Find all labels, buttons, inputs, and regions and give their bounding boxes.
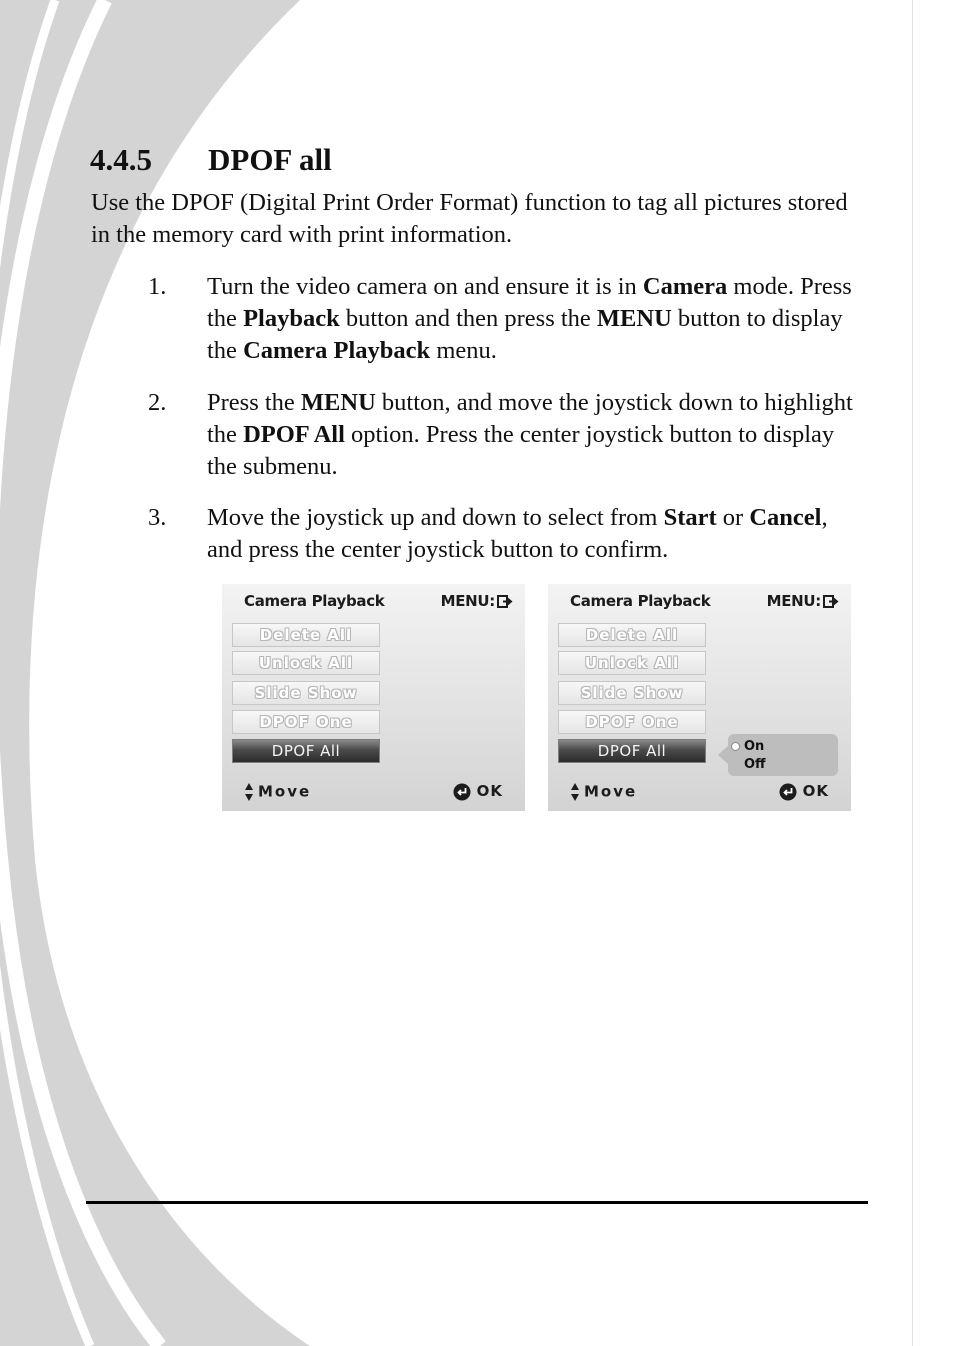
menu-item-delete-all[interactable]: Delete All bbox=[558, 623, 706, 647]
exit-icon bbox=[497, 595, 513, 608]
menu-item-dpof-one[interactable]: DPOF One bbox=[232, 710, 380, 734]
step-2 bbox=[148, 387, 858, 483]
menu-exit-label: MENU: bbox=[441, 592, 513, 610]
menu-item-unlock-all[interactable]: Unlock All bbox=[558, 651, 706, 675]
footer-rule bbox=[86, 1201, 868, 1204]
menu-item-dpof-all[interactable]: DPOF All bbox=[558, 739, 706, 763]
menu-item-slide-show[interactable]: Slide Show bbox=[558, 681, 706, 705]
joystick-press-icon bbox=[453, 783, 471, 801]
screen-title: Camera Playback bbox=[570, 592, 711, 610]
menu-item-dpof-one[interactable]: DPOF One bbox=[558, 710, 706, 734]
ok-hint: OK bbox=[779, 782, 829, 801]
menu-item-slide-show[interactable]: Slide Show bbox=[232, 681, 380, 705]
camera-screen-1 bbox=[222, 584, 525, 811]
move-hint: Move bbox=[570, 782, 637, 802]
step-text: Press the MENU button, and move the joystick down to highlight the DPOF All option. Press the center joystick button to display the submenu. bbox=[207, 389, 853, 480]
intro-paragraph: Use the DPOF (Digital Print Order Format) function to tag all pictures stored in the memory card with print information. bbox=[91, 189, 848, 248]
section-number: 4.4.5 bbox=[90, 142, 152, 177]
right-margin-rule bbox=[912, 0, 913, 1346]
dpof-submenu bbox=[728, 734, 838, 776]
step-3 bbox=[148, 502, 858, 566]
section-heading bbox=[90, 140, 332, 180]
up-down-arrow-icon bbox=[570, 782, 580, 802]
step-number: 3. bbox=[148, 504, 167, 531]
step-text: Turn the video camera on and ensure it is in Camera mode. Press the Playback button and then press the MENU button to display the Camera Playback menu. bbox=[207, 273, 852, 364]
menu-exit-label: MENU: bbox=[767, 592, 839, 610]
menu-item-unlock-all[interactable]: Unlock All bbox=[232, 651, 380, 675]
step-1 bbox=[148, 271, 858, 367]
camera-screen-2 bbox=[548, 584, 851, 811]
screen-title: Camera Playback bbox=[244, 592, 385, 610]
step-number: 1. bbox=[148, 273, 167, 300]
up-down-arrow-icon bbox=[244, 782, 254, 802]
exit-icon bbox=[823, 595, 839, 608]
submenu-option-on[interactable]: On bbox=[744, 739, 765, 754]
ok-hint: OK bbox=[453, 782, 503, 801]
move-hint: Move bbox=[244, 782, 311, 802]
submenu-option-off[interactable]: Off bbox=[744, 757, 766, 772]
menu-item-delete-all[interactable]: Delete All bbox=[232, 623, 380, 647]
menu-item-dpof-all[interactable]: DPOF All bbox=[232, 739, 380, 763]
submenu-pointer bbox=[718, 746, 728, 764]
step-text: Move the joystick up and down to select from Start or Cancel, and press the center joystick button to confirm. bbox=[207, 504, 828, 563]
section-title: DPOF all bbox=[208, 142, 332, 177]
step-number: 2. bbox=[148, 389, 167, 416]
radio-selected-icon bbox=[731, 742, 740, 751]
joystick-press-icon bbox=[779, 783, 797, 801]
